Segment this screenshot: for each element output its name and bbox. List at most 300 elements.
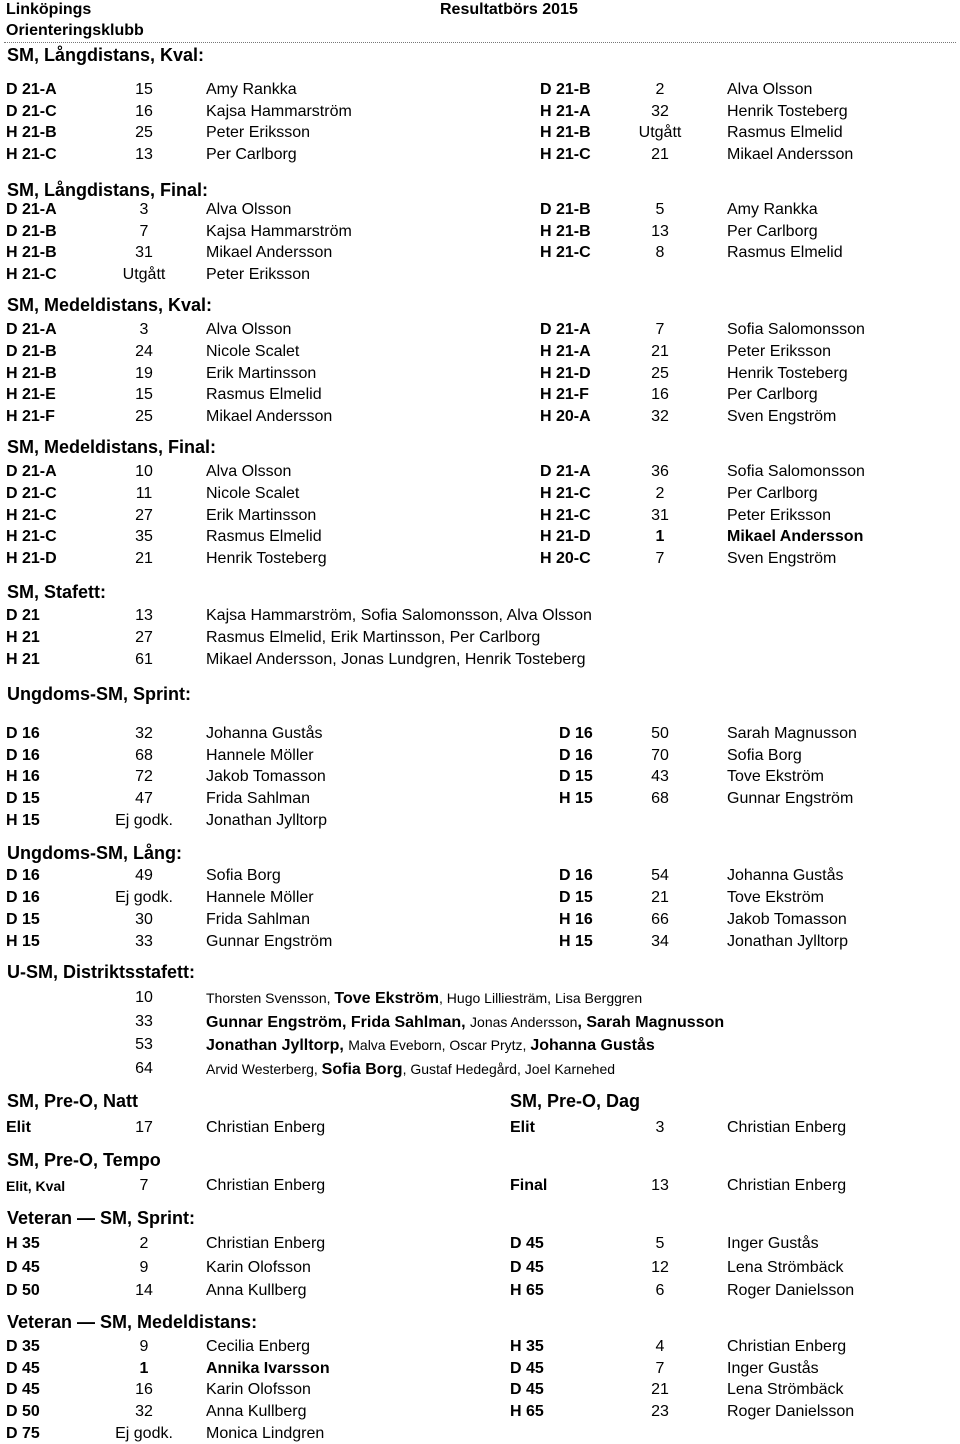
right-class-label: H 21-A bbox=[540, 343, 591, 360]
right-participant-name: Sofia Salomonsson bbox=[727, 321, 865, 338]
right-class-label: H 21-C bbox=[540, 244, 591, 261]
left-class-label: Elit bbox=[6, 1119, 31, 1136]
result-row bbox=[0, 811, 960, 831]
left-placement: 7 bbox=[139, 1177, 149, 1194]
left-placement: Ej godk. bbox=[115, 1425, 173, 1442]
result-row bbox=[0, 1234, 960, 1254]
left-class-label: H 16 bbox=[6, 768, 40, 785]
right-placement: 4 bbox=[655, 1338, 665, 1355]
right-participant-name: Mikael Andersson bbox=[727, 528, 864, 545]
left-participant-name: Johanna Gustås bbox=[206, 725, 323, 742]
result-row bbox=[0, 1281, 960, 1301]
right-placement: 21 bbox=[651, 889, 669, 906]
result-row bbox=[0, 407, 960, 427]
right-participant-name: Peter Eriksson bbox=[727, 507, 832, 524]
left-placement: Ej godk. bbox=[115, 812, 173, 829]
club-name-line2: Orienteringsklubb bbox=[6, 22, 144, 39]
left-participant-name: Nicole Scalet bbox=[206, 485, 300, 502]
left-class-label: D 15 bbox=[6, 911, 40, 928]
right-participant-name: Per Carlborg bbox=[727, 485, 818, 502]
left-participant-name: Anna Kullberg bbox=[206, 1403, 307, 1420]
result-row bbox=[0, 606, 960, 626]
left-participant-name: Frida Sahlman bbox=[206, 790, 311, 807]
left-participant-name: Mikael Andersson bbox=[206, 408, 333, 425]
right-placement: 8 bbox=[655, 244, 665, 261]
right-placement: 54 bbox=[651, 867, 669, 884]
result-row bbox=[0, 342, 960, 362]
right-participant-name: Johanna Gustås bbox=[727, 867, 844, 884]
section-title: Veteran — SM, Sprint: bbox=[7, 1208, 196, 1228]
left-participant-name: Erik Martinsson bbox=[206, 365, 317, 382]
right-placement: 1 bbox=[655, 528, 665, 545]
left-placement: 9 bbox=[139, 1338, 149, 1355]
left-participant-name: Peter Eriksson bbox=[206, 266, 311, 283]
section-title: SM, Medeldistans, Kval: bbox=[7, 295, 213, 315]
left-participant-name: Karin Olofsson bbox=[206, 1381, 311, 1398]
right-participant-name: Christian Enberg bbox=[727, 1338, 847, 1355]
relay-row bbox=[0, 1059, 960, 1079]
left-class-label: H 21-D bbox=[6, 550, 57, 567]
right-participant-name: Gunnar Engström bbox=[727, 790, 854, 807]
right-class-label: D 21-A bbox=[540, 321, 591, 338]
left-placement: 25 bbox=[135, 408, 153, 425]
team-member-text: Jonathan Jylltorp, bbox=[206, 1037, 349, 1054]
right-class-label: D 45 bbox=[510, 1360, 544, 1377]
right-participant-name: Tove Ekström bbox=[727, 889, 824, 906]
right-class-label: Final bbox=[510, 1177, 548, 1194]
team-member-text: Johanna Gustås bbox=[530, 1037, 655, 1054]
right-placement: 2 bbox=[655, 485, 665, 502]
right-participant-name: Sofia Salomonsson bbox=[727, 463, 865, 480]
team-member-text: , Gustaf Hedegård, Joel Karnehed bbox=[402, 1061, 616, 1077]
left-class-label: D 16 bbox=[6, 725, 40, 742]
left-class-label: D 21-C bbox=[6, 103, 57, 120]
left-placement: Utgått bbox=[122, 266, 166, 283]
right-class-label: Elit bbox=[510, 1119, 535, 1136]
left-participant-name: Erik Martinsson bbox=[206, 507, 317, 524]
left-participant-name: Frida Sahlman bbox=[206, 911, 311, 928]
right-placement: 2 bbox=[655, 81, 665, 98]
left-class-label: H 21-B bbox=[6, 365, 57, 382]
relay-team-members bbox=[206, 1012, 724, 1033]
right-participant-name: Inger Gustås bbox=[727, 1360, 819, 1377]
left-placement: 21 bbox=[135, 550, 153, 567]
placement: 10 bbox=[135, 989, 153, 1006]
result-row bbox=[0, 123, 960, 143]
left-placement: 32 bbox=[135, 725, 153, 742]
left-participant-name: Annika Ivarsson bbox=[206, 1360, 330, 1377]
left-placement: 61 bbox=[135, 651, 153, 668]
relay-row bbox=[0, 1012, 960, 1032]
left-class-label: D 75 bbox=[6, 1425, 40, 1442]
result-row bbox=[0, 1176, 960, 1196]
team-member-text: Malva Eveborn, Oscar Prytz, bbox=[348, 1037, 531, 1053]
result-row bbox=[0, 628, 960, 648]
right-participant-name: Lena Strömbäck bbox=[727, 1381, 844, 1398]
right-participant-name: Per Carlborg bbox=[727, 223, 818, 240]
right-class-label: D 45 bbox=[510, 1235, 544, 1252]
left-class-label: D 50 bbox=[6, 1282, 40, 1299]
right-placement: 6 bbox=[655, 1282, 665, 1299]
section-title: SM, Långdistans, Kval: bbox=[7, 45, 205, 65]
right-class-label: D 45 bbox=[510, 1381, 544, 1398]
right-participant-name: Sofia Borg bbox=[727, 747, 802, 764]
left-participant-name: Karin Olofsson bbox=[206, 1259, 311, 1276]
left-class-label: H 15 bbox=[6, 812, 40, 829]
right-class-label: H 16 bbox=[559, 911, 593, 928]
placement: 64 bbox=[135, 1060, 153, 1077]
right-class-label: D 15 bbox=[559, 889, 593, 906]
right-placement: 5 bbox=[655, 1235, 665, 1252]
team-member-text: , Sarah Magnusson bbox=[577, 1014, 725, 1031]
right-participant-name: Peter Eriksson bbox=[727, 343, 832, 360]
result-row bbox=[0, 1424, 960, 1444]
right-class-label: H 21-A bbox=[540, 103, 591, 120]
left-participant-name: Christian Enberg bbox=[206, 1119, 326, 1136]
result-row bbox=[0, 222, 960, 242]
left-placement: 14 bbox=[135, 1282, 153, 1299]
relay-team-members bbox=[206, 1035, 655, 1056]
left-class-label: D 45 bbox=[6, 1381, 40, 1398]
right-class-label: H 21-F bbox=[540, 386, 589, 403]
left-class-label: D 21-C bbox=[6, 485, 57, 502]
left-participant-name: Christian Enberg bbox=[206, 1177, 326, 1194]
left-placement: 30 bbox=[135, 911, 153, 928]
right-participant-name: Sarah Magnusson bbox=[727, 725, 857, 742]
right-placement: 66 bbox=[651, 911, 669, 928]
left-placement: 3 bbox=[139, 321, 149, 338]
result-row bbox=[0, 746, 960, 766]
left-placement: 16 bbox=[135, 103, 153, 120]
club-name-line1: Linköpings bbox=[6, 1, 92, 18]
right-participant-name: Henrik Tosteberg bbox=[727, 103, 848, 120]
left-class-label: D 21-A bbox=[6, 321, 57, 338]
result-row bbox=[0, 866, 960, 886]
document-title: Resultatbörs 2015 bbox=[440, 1, 578, 18]
left-participant-name: Amy Rankka bbox=[206, 81, 297, 98]
left-participant-name: Monica Lindgren bbox=[206, 1425, 325, 1442]
result-row bbox=[0, 243, 960, 263]
right-participant-name: Sven Engström bbox=[727, 408, 837, 425]
left-participant-name: Henrik Tosteberg bbox=[206, 550, 327, 567]
right-class-label: D 21-A bbox=[540, 463, 591, 480]
right-placement: 36 bbox=[651, 463, 669, 480]
right-placement: 21 bbox=[651, 146, 669, 163]
result-row bbox=[0, 767, 960, 787]
right-placement: 3 bbox=[655, 1119, 665, 1136]
left-participant-name: Alva Olsson bbox=[206, 321, 292, 338]
left-placement: 9 bbox=[139, 1259, 149, 1276]
left-class-label: D 21 bbox=[6, 607, 40, 624]
result-row bbox=[0, 724, 960, 744]
left-placement: 17 bbox=[135, 1119, 153, 1136]
right-participant-name: Christian Enberg bbox=[727, 1119, 847, 1136]
right-class-label: H 21-D bbox=[540, 365, 591, 382]
right-placement: 23 bbox=[651, 1403, 669, 1420]
result-row bbox=[0, 320, 960, 340]
result-row bbox=[0, 200, 960, 220]
right-class-label: H 21-B bbox=[540, 124, 591, 141]
right-participant-name: Lena Strömbäck bbox=[727, 1259, 844, 1276]
left-participant-name: Hannele Möller bbox=[206, 747, 314, 764]
team-member-text: , Hugo Lilliesträm, Lisa Berggren bbox=[439, 990, 643, 1006]
right-placement: 16 bbox=[651, 386, 669, 403]
left-participant-name: Kajsa Hammarström bbox=[206, 103, 352, 120]
result-row bbox=[0, 102, 960, 122]
left-placement: 7 bbox=[139, 223, 149, 240]
right-participant-name: Sven Engström bbox=[727, 550, 837, 567]
right-placement: 13 bbox=[651, 223, 669, 240]
result-row bbox=[0, 1337, 960, 1357]
left-class-label: H 21-B bbox=[6, 244, 57, 261]
right-participant-name: Rasmus Elmelid bbox=[727, 124, 843, 141]
section-title: SM, Medeldistans, Final: bbox=[7, 437, 217, 457]
right-class-label: H 20-A bbox=[540, 408, 591, 425]
left-class-label: D 45 bbox=[6, 1259, 40, 1276]
left-class-label: D 35 bbox=[6, 1338, 40, 1355]
team-member-text: Gunnar Engström, Frida Sahlman, bbox=[206, 1014, 471, 1031]
result-row bbox=[0, 650, 960, 670]
left-participant-name: Gunnar Engström bbox=[206, 933, 333, 950]
left-placement: 68 bbox=[135, 747, 153, 764]
left-placement: 13 bbox=[135, 146, 153, 163]
left-participant-name: Anna Kullberg bbox=[206, 1282, 307, 1299]
left-class-label: D 16 bbox=[6, 747, 40, 764]
result-row bbox=[0, 1380, 960, 1400]
right-placement: 50 bbox=[651, 725, 669, 742]
left-placement: 19 bbox=[135, 365, 153, 382]
left-placement: 47 bbox=[135, 790, 153, 807]
right-placement: 34 bbox=[651, 933, 669, 950]
section-title: Veteran — SM, Medeldistans: bbox=[7, 1312, 258, 1332]
result-row bbox=[0, 910, 960, 930]
result-row bbox=[0, 789, 960, 809]
left-class-label: H 21-C bbox=[6, 266, 57, 283]
right-placement: 32 bbox=[651, 408, 669, 425]
right-class-label: H 65 bbox=[510, 1403, 544, 1420]
left-class-label: H 21 bbox=[6, 629, 40, 646]
right-placement: 70 bbox=[651, 747, 669, 764]
right-class-label: H 21-C bbox=[540, 485, 591, 502]
right-class-label: H 21-C bbox=[540, 507, 591, 524]
left-participant-name: Cecilia Enberg bbox=[206, 1338, 311, 1355]
left-placement: 27 bbox=[135, 629, 153, 646]
right-class-label: H 65 bbox=[510, 1282, 544, 1299]
left-placement: 15 bbox=[135, 81, 153, 98]
left-placement: 25 bbox=[135, 124, 153, 141]
right-placement: 32 bbox=[651, 103, 669, 120]
right-participant-name: Tove Ekström bbox=[727, 768, 824, 785]
left-placement: 11 bbox=[135, 485, 153, 502]
left-class-label: D 50 bbox=[6, 1403, 40, 1420]
left-participant-name: Rasmus Elmelid, Erik Martinsson, Per Carlborg bbox=[206, 629, 541, 646]
left-class-label: D 15 bbox=[6, 790, 40, 807]
section-title: SM, Pre-O, Natt bbox=[7, 1091, 139, 1111]
right-class-label: H 15 bbox=[559, 790, 593, 807]
section-title: Ungdoms-SM, Sprint: bbox=[7, 684, 191, 704]
left-participant-name: Alva Olsson bbox=[206, 201, 292, 218]
team-member-text: Jonas Andersson bbox=[470, 1014, 578, 1030]
right-class-label: D 21-B bbox=[540, 201, 591, 218]
section-title: SM, Långdistans, Final: bbox=[7, 180, 209, 200]
right-placement: 5 bbox=[655, 201, 665, 218]
left-placement: 3 bbox=[139, 201, 149, 218]
left-participant-name: Mikael Andersson, Jonas Lundgren, Henrik Tosteberg bbox=[206, 651, 586, 668]
right-placement: 13 bbox=[651, 1177, 669, 1194]
relay-row bbox=[0, 1035, 960, 1055]
right-class-label: H 20-C bbox=[540, 550, 591, 567]
right-participant-name: Mikael Andersson bbox=[727, 146, 854, 163]
team-member-text: Thorsten Svensson, bbox=[206, 990, 335, 1006]
left-participant-name: Jakob Tomasson bbox=[206, 768, 326, 785]
right-participant-name: Jakob Tomasson bbox=[727, 911, 847, 928]
left-class-label: D 21-A bbox=[6, 201, 57, 218]
left-participant-name: Rasmus Elmelid bbox=[206, 528, 322, 545]
right-participant-name: Jonathan Jylltorp bbox=[727, 933, 848, 950]
right-placement: 21 bbox=[651, 1381, 669, 1398]
right-placement: 12 bbox=[651, 1259, 669, 1276]
left-placement: 2 bbox=[139, 1235, 149, 1252]
left-participant-name: Nicole Scalet bbox=[206, 343, 300, 360]
right-class-label: D 45 bbox=[510, 1259, 544, 1276]
left-class-label: H 21-F bbox=[6, 408, 55, 425]
result-row bbox=[0, 484, 960, 504]
result-row bbox=[0, 549, 960, 569]
left-class-label: D 21-A bbox=[6, 81, 57, 98]
result-row bbox=[0, 364, 960, 384]
result-row bbox=[0, 145, 960, 165]
result-row bbox=[0, 1402, 960, 1422]
result-row bbox=[0, 506, 960, 526]
right-class-label: H 21-D bbox=[540, 528, 591, 545]
left-class-label: D 45 bbox=[6, 1360, 40, 1377]
left-class-label: H 21 bbox=[6, 651, 40, 668]
right-class-label: D 15 bbox=[559, 768, 593, 785]
right-class-label: H 21-C bbox=[540, 146, 591, 163]
left-placement: 72 bbox=[135, 768, 153, 785]
right-placement: 43 bbox=[651, 768, 669, 785]
right-class-label: D 16 bbox=[559, 725, 593, 742]
left-class-label: H 21-C bbox=[6, 146, 57, 163]
left-class-label: Elit, Kval bbox=[6, 1178, 66, 1194]
result-row bbox=[0, 80, 960, 100]
left-class-label: H 21-E bbox=[6, 386, 56, 403]
section-title-right: SM, Pre-O, Dag bbox=[510, 1091, 641, 1111]
left-class-label: H 35 bbox=[6, 1235, 40, 1252]
left-participant-name: Rasmus Elmelid bbox=[206, 386, 322, 403]
left-placement: 32 bbox=[135, 1403, 153, 1420]
left-participant-name: Sofia Borg bbox=[206, 867, 281, 884]
right-participant-name: Roger Danielsson bbox=[727, 1282, 855, 1299]
right-placement: 7 bbox=[655, 321, 665, 338]
team-member-text: Arvid Westerberg, bbox=[206, 1061, 322, 1077]
left-participant-name: Per Carlborg bbox=[206, 146, 297, 163]
right-class-label: H 15 bbox=[559, 933, 593, 950]
right-class-label: D 16 bbox=[559, 867, 593, 884]
left-participant-name: Jonathan Jylltorp bbox=[206, 812, 327, 829]
left-participant-name: Mikael Andersson bbox=[206, 244, 333, 261]
right-class-label: H 21-B bbox=[540, 223, 591, 240]
left-class-label: H 21-B bbox=[6, 124, 57, 141]
left-class-label: D 16 bbox=[6, 867, 40, 884]
left-placement: 10 bbox=[135, 463, 153, 480]
result-row bbox=[0, 1258, 960, 1278]
result-row bbox=[0, 1118, 960, 1138]
left-placement: 15 bbox=[135, 386, 153, 403]
left-participant-name: Christian Enberg bbox=[206, 1235, 326, 1252]
team-member-text: Tove Ekström bbox=[334, 990, 440, 1007]
left-participant-name: Alva Olsson bbox=[206, 463, 292, 480]
left-placement: 27 bbox=[135, 507, 153, 524]
section-title: SM, Stafett: bbox=[7, 582, 106, 602]
right-participant-name: Inger Gustås bbox=[727, 1235, 819, 1252]
left-placement: 1 bbox=[139, 1360, 149, 1377]
result-row bbox=[0, 932, 960, 952]
result-row bbox=[0, 1359, 960, 1379]
right-participant-name: Henrik Tosteberg bbox=[727, 365, 848, 382]
left-participant-name: Hannele Möller bbox=[206, 889, 314, 906]
section-title: U-SM, Distriktsstafett: bbox=[7, 962, 196, 982]
left-placement: 49 bbox=[135, 867, 153, 884]
left-placement: 24 bbox=[135, 343, 153, 360]
result-row bbox=[0, 888, 960, 908]
left-class-label: D 16 bbox=[6, 889, 40, 906]
left-participant-name: Kajsa Hammarström, Sofia Salomonsson, Alva Olsson bbox=[206, 607, 592, 624]
right-participant-name: Alva Olsson bbox=[727, 81, 813, 98]
team-member-text: Sofia Borg bbox=[321, 1061, 403, 1078]
right-class-label: D 21-B bbox=[540, 81, 591, 98]
right-placement: Utgått bbox=[638, 124, 682, 141]
left-placement: 31 bbox=[135, 244, 153, 261]
left-placement: 16 bbox=[135, 1381, 153, 1398]
left-placement: Ej godk. bbox=[115, 889, 173, 906]
section-title: SM, Pre-O, Tempo bbox=[7, 1150, 161, 1170]
right-placement: 7 bbox=[655, 550, 665, 567]
left-class-label: H 15 bbox=[6, 933, 40, 950]
section-title: Ungdoms-SM, Lång: bbox=[7, 843, 182, 863]
left-class-label: H 21-C bbox=[6, 507, 57, 524]
right-placement: 21 bbox=[651, 343, 669, 360]
left-placement: 13 bbox=[135, 607, 153, 624]
relay-team-members bbox=[206, 988, 642, 1009]
right-placement: 25 bbox=[651, 365, 669, 382]
placement: 53 bbox=[135, 1036, 153, 1053]
right-participant-name: Roger Danielsson bbox=[727, 1403, 855, 1420]
placement: 33 bbox=[135, 1013, 153, 1030]
left-participant-name: Kajsa Hammarström bbox=[206, 223, 352, 240]
right-class-label: H 35 bbox=[510, 1338, 544, 1355]
left-class-label: H 21-C bbox=[6, 528, 57, 545]
left-placement: 33 bbox=[135, 933, 153, 950]
right-class-label: D 16 bbox=[559, 747, 593, 764]
left-class-label: D 21-B bbox=[6, 223, 57, 240]
left-class-label: D 21-A bbox=[6, 463, 57, 480]
left-placement: 35 bbox=[135, 528, 153, 545]
left-participant-name: Peter Eriksson bbox=[206, 124, 311, 141]
right-participant-name: Christian Enberg bbox=[727, 1177, 847, 1194]
result-row bbox=[0, 462, 960, 482]
header-rule bbox=[4, 42, 956, 43]
result-row bbox=[0, 385, 960, 405]
right-participant-name: Rasmus Elmelid bbox=[727, 244, 843, 261]
right-placement: 68 bbox=[651, 790, 669, 807]
right-placement: 7 bbox=[655, 1360, 665, 1377]
relay-team-members bbox=[206, 1059, 615, 1080]
right-participant-name: Per Carlborg bbox=[727, 386, 818, 403]
result-row bbox=[0, 527, 960, 547]
left-class-label: D 21-B bbox=[6, 343, 57, 360]
relay-row bbox=[0, 988, 960, 1008]
